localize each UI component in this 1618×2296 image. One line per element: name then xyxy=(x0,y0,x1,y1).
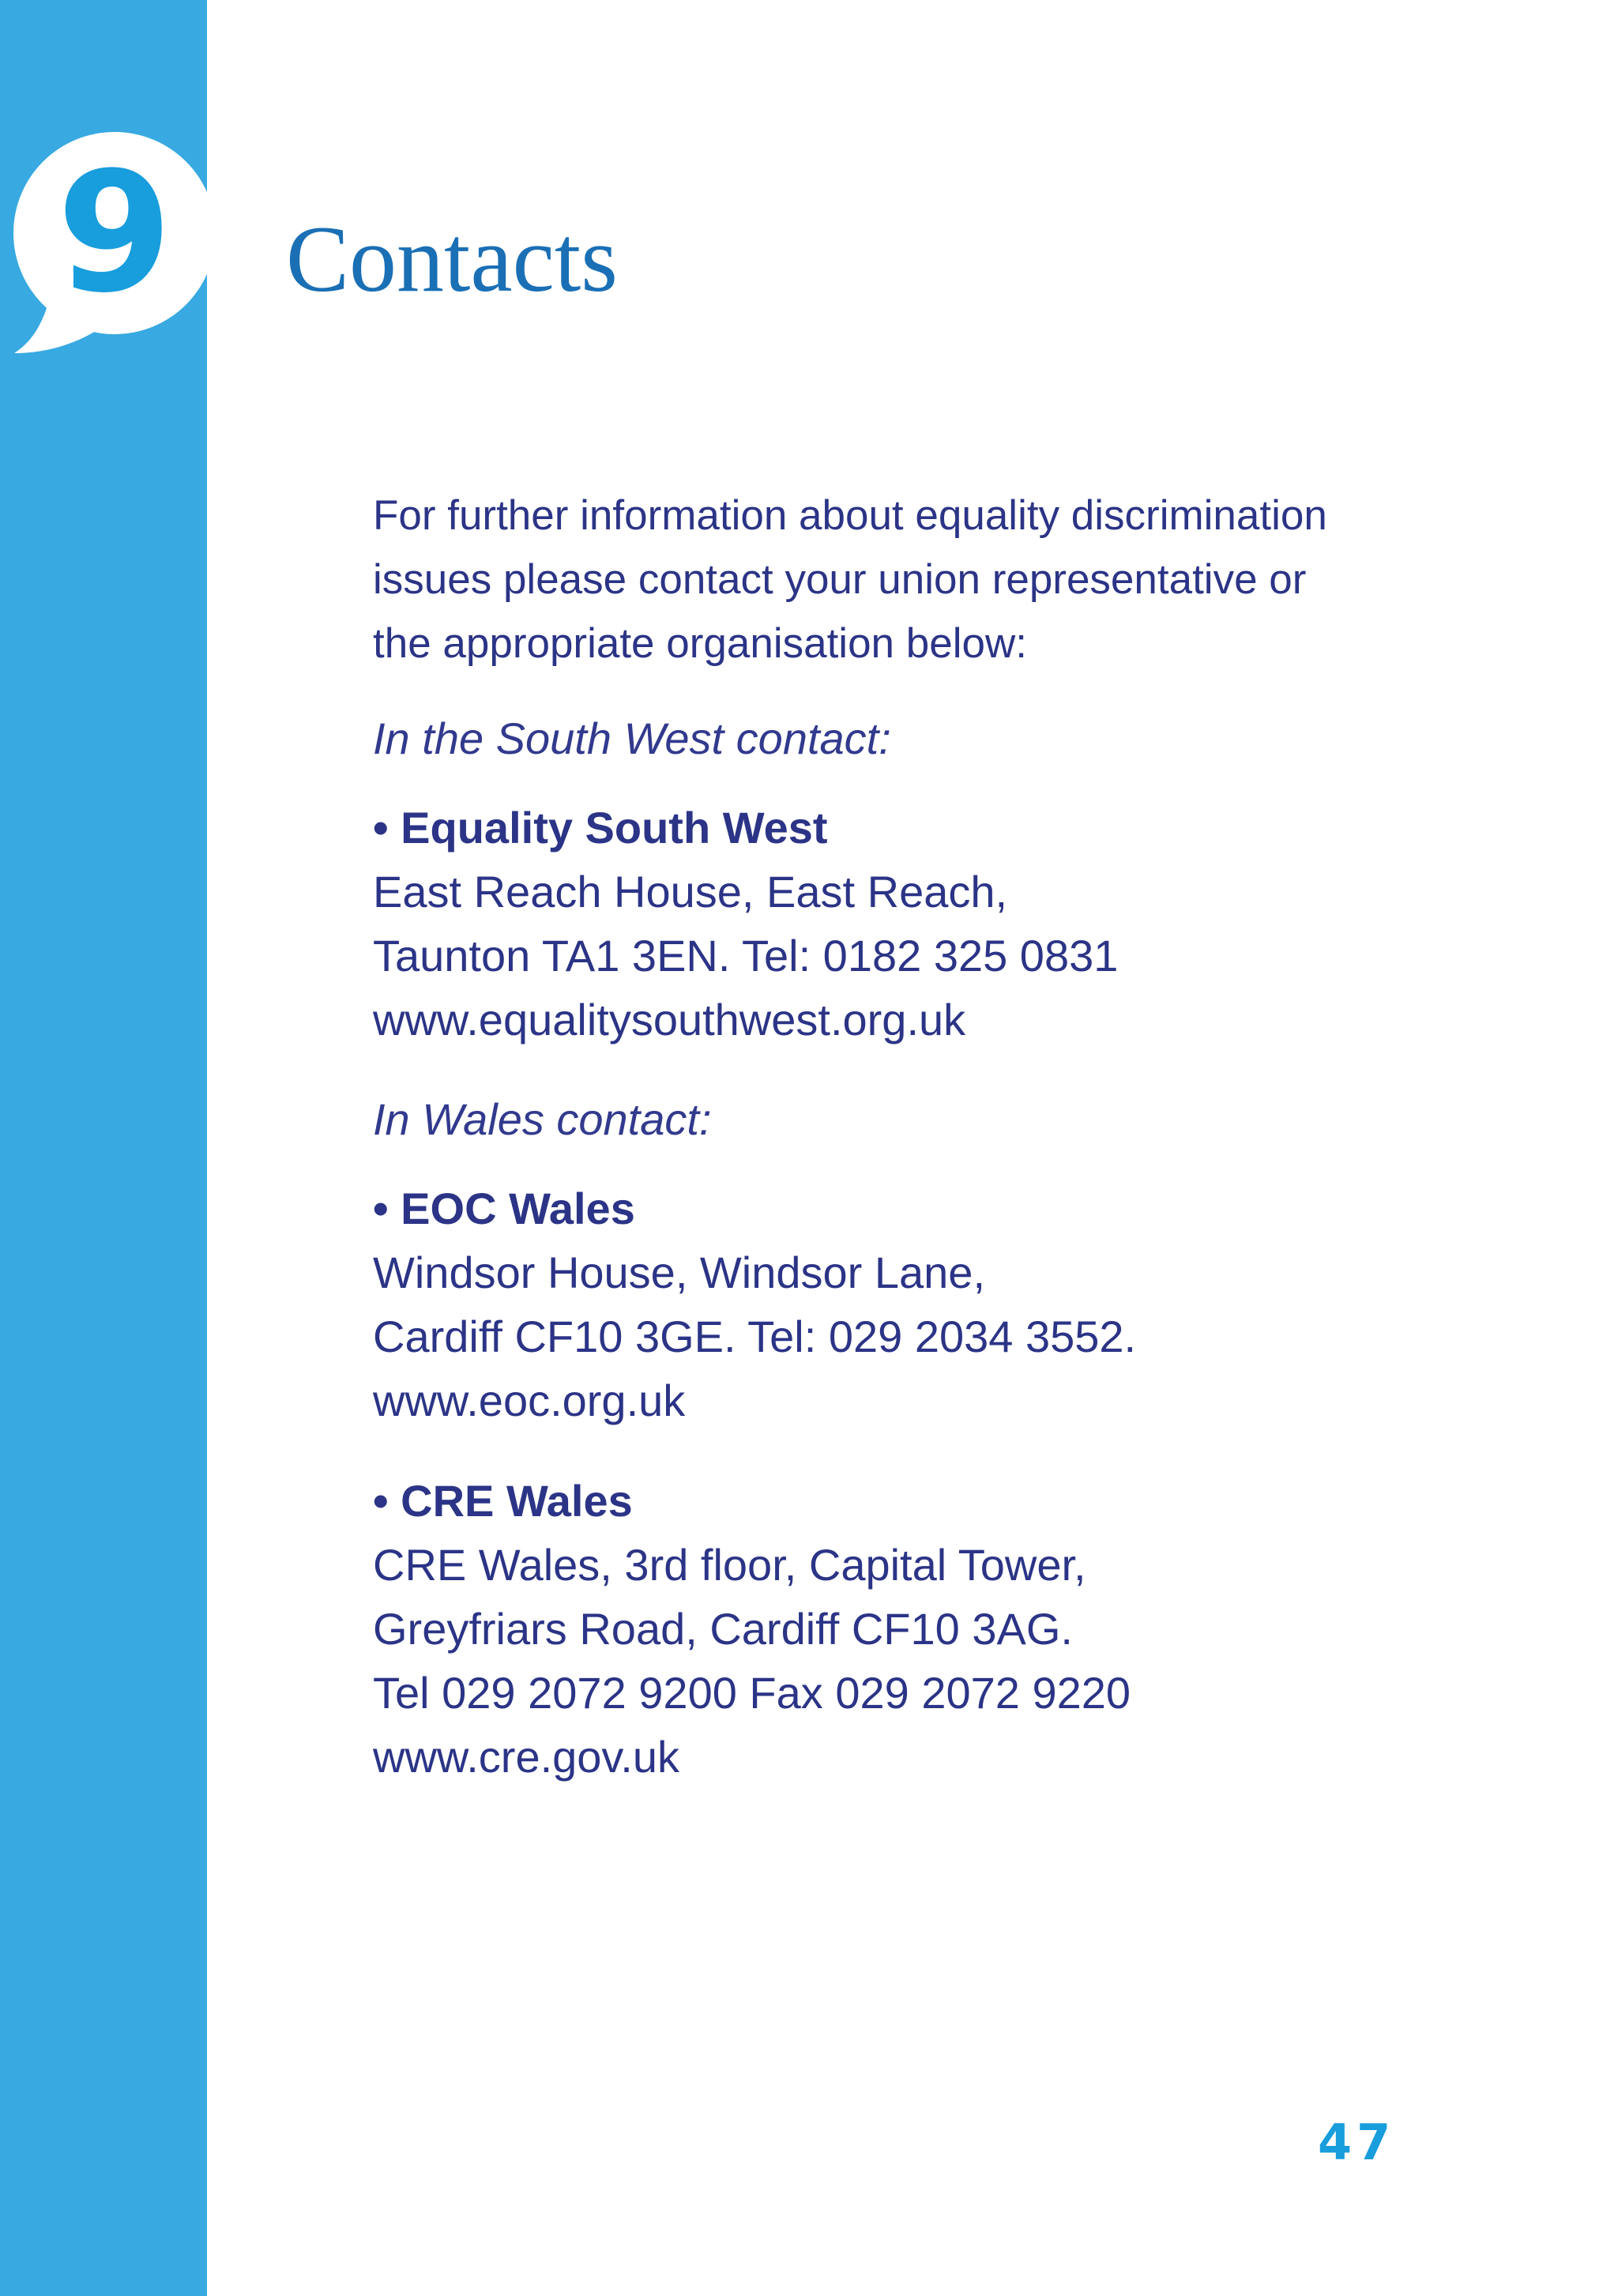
org-address-line: CRE Wales, 3rd floor, Capital Tower, xyxy=(373,1540,1086,1590)
region-label-wales: In Wales contact: xyxy=(373,1094,712,1144)
page-number: 47 xyxy=(1318,2113,1396,2171)
chapter-number: 9 xyxy=(56,136,173,329)
org-website-link[interactable]: www.cre.gov.uk xyxy=(373,1732,679,1782)
org-equality-south-west xyxy=(373,796,1511,1052)
org-address-line: East Reach House, East Reach, xyxy=(373,867,1008,917)
org-address-line: Cardiff CF10 3GE. Tel: 029 2034 3552. xyxy=(373,1312,1137,1361)
intro-paragraph xyxy=(373,484,1511,676)
intro-line: the appropriate organisation below: xyxy=(373,620,1027,667)
org-eoc-wales xyxy=(373,1176,1511,1432)
org-address-line: Windsor House, Windsor Lane, xyxy=(373,1248,986,1297)
org-name: • CRE Wales xyxy=(373,1476,633,1526)
org-phone-line: Tel 029 2072 9200 Fax 029 2072 9220 xyxy=(373,1668,1131,1718)
org-cre-wales xyxy=(373,1469,1511,1789)
org-website-link[interactable]: www.equalitysouthwest.org.uk xyxy=(373,995,966,1044)
intro-line: For further information about equality discrimination xyxy=(373,492,1327,539)
org-name: • EOC Wales xyxy=(373,1184,635,1233)
chapter-badge xyxy=(8,130,221,359)
org-name: • Equality South West xyxy=(373,803,828,853)
intro-line: issues please contact your union representative or xyxy=(373,556,1307,603)
org-address-line: Taunton TA1 3EN. Tel: 0182 325 0831 xyxy=(373,931,1119,981)
page-title: Contacts xyxy=(286,206,618,311)
org-website-link[interactable]: www.eoc.org.uk xyxy=(373,1376,686,1425)
region-label-south-west: In the South West contact: xyxy=(373,713,891,763)
contacts-content xyxy=(373,484,1511,1789)
org-address-line: Greyfriars Road, Cardiff CF10 3AG. xyxy=(373,1604,1073,1654)
